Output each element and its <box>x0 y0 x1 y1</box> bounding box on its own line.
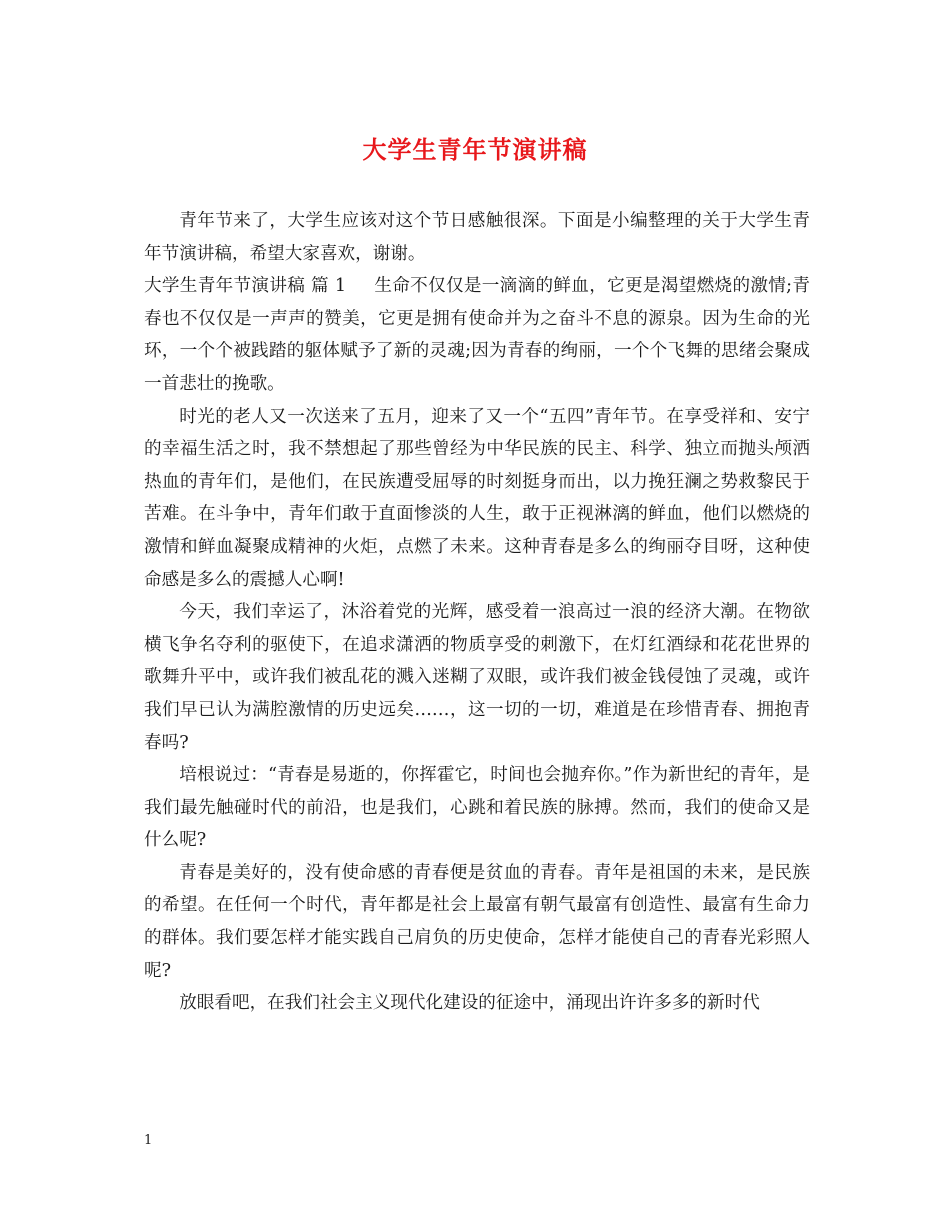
section-label: 大学生青年节演讲稿 篇 1 <box>144 276 347 297</box>
section-1-paragraph <box>144 270 810 400</box>
document-body <box>144 205 810 1020</box>
paragraph-5: 青春是美好的，没有使命感的青春便是贫血的青春。青年是祖国的未来，是民族的希望。在任何一个时代，青年都是社会上最富有朝气最富有创造性、最富有生命力的群体。我们要怎样才能实践自己肩负的历史使命，怎样才能使自己的青春光彩照人呢? <box>144 862 810 981</box>
document-title: 大学生青年节演讲稿 <box>362 135 588 164</box>
intro-paragraph: 青年节来了，大学生应该对这个节日感触很深。下面是小编整理的关于大学生青年节演讲稿，希望大家喜欢，谢谢。 <box>144 211 810 264</box>
paragraph-3: 今天，我们幸运了，沐浴着党的光辉，感受着一浪高过一浪的经济大潮。在物欲横飞争名夺利的驱使下，在追求潇洒的物质享受的刺激下，在灯红酒绿和花花世界的歌舞升平中，或许我们被乱花的溅入迷糊了双眼，或许我们被金钱侵蚀了灵魂，或许我们早已认为满腔激情的历史远矣……，这一切的一切，难道是在珍惜青春、拥抱青春吗? <box>144 602 810 753</box>
paragraph-6: 放眼看吧，在我们社会主义现代化建设的征途中，涌现出许许多多的新时代 <box>179 993 760 1014</box>
page-number: 1 <box>144 1133 153 1148</box>
paragraph-4: 培根说过：“青春是易逝的，你挥霍它，时间也会抛弃你。”作为新世纪的青年，是我们最先触碰时代的前沿，也是我们，心跳和着民族的脉搏。然而，我们的使命又是什么呢? <box>144 765 810 851</box>
paragraph-2: 时光的老人又一次送来了五月，迎来了又一个“五四”青年节。在享受祥和、安宁的幸福生活之时，我不禁想起了那些曾经为中华民族的民主、科学、独立而抛头颅洒热血的青年们，是他们，在民族遭受屈辱的时刻挺身而出，以力挽狂澜之势救黎民于苦难。在斗争中，青年们敢于直面惨淡的人生，敢于正视淋漓的鲜血，他们以燃烧的激情和鲜血凝聚成精神的火炬，点燃了未来。这种青春是多么的绚丽夺目呀，这种使命感是多么的震撼人心啊! <box>144 406 810 590</box>
paragraph-1-text: 生命不仅仅是一滴滴的鲜血，它更是渴望燃烧的激情;青春也不仅仅是一声声的赞美，它更是拥有使命并为之奋斗不息的源泉。因为生命的光环，一个个被践踏的躯体赋予了新的灵魂;因为青春的绚丽，一个个飞舞的思绪会聚成一首悲壮的挽歌。 <box>144 276 810 394</box>
